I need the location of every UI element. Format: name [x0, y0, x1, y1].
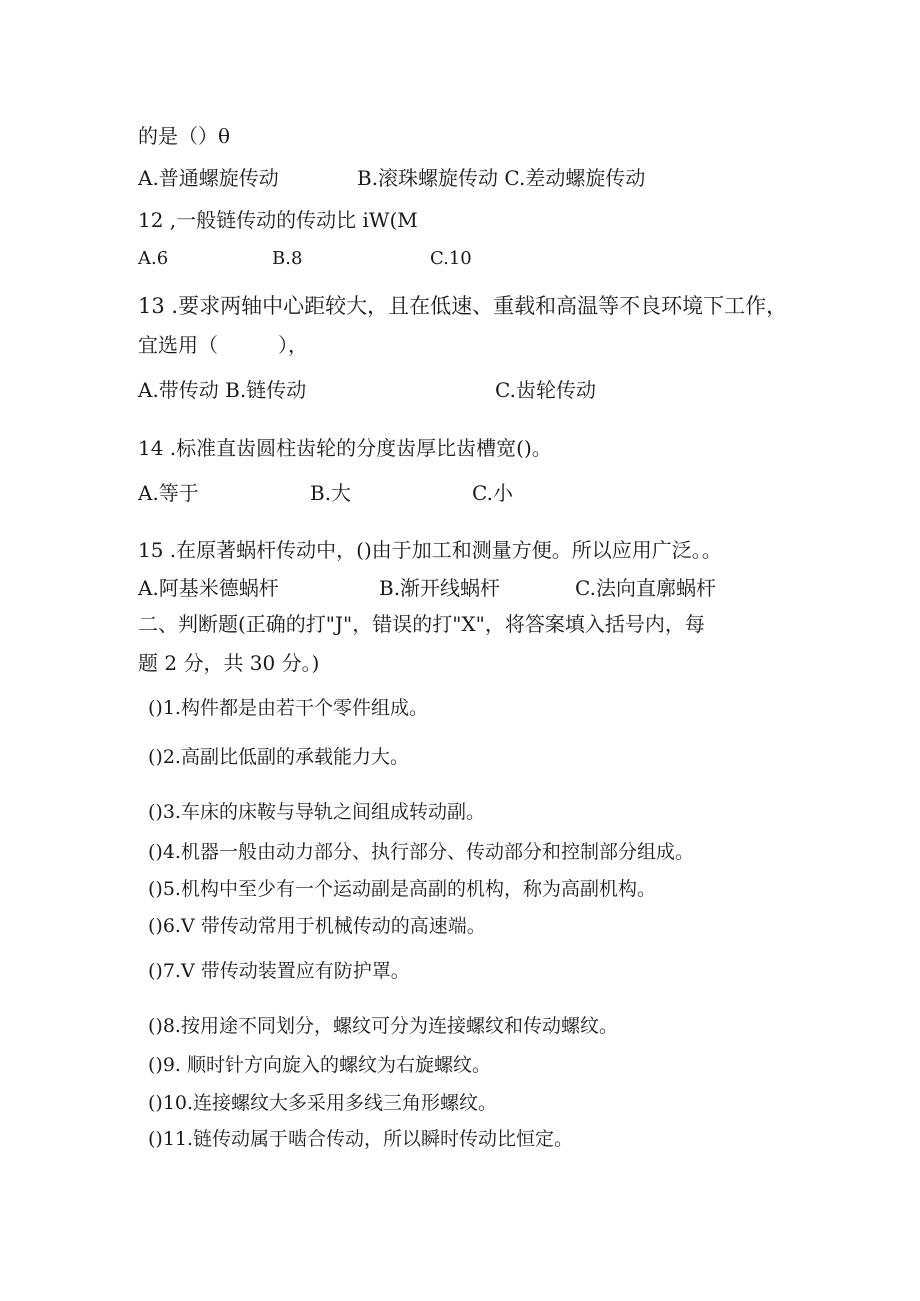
judge-item-7: ()7.V 带传动装置应有防护罩。	[148, 960, 410, 982]
judge-item-11: ()11.链传动属于啮合传动，所以瞬时传动比恒定。	[148, 1128, 574, 1150]
q13-option-ab: A.带传动 B.链传动	[138, 378, 307, 402]
judge-item-10: ()10.连接螺纹大多采用多线三角形螺纹。	[148, 1092, 498, 1114]
q11-option-a: A.普通螺旋传动	[138, 166, 279, 190]
q13-text-line2: 宜选用（ ），	[138, 333, 308, 357]
judge-item-9: ()9. 顺时针方向旋入的螺纹为右旋螺纹。	[148, 1054, 491, 1076]
q13-text-line1: 13 .要求两轴中心距较大，且在低速、重载和高温等不良环境下工作，	[138, 294, 788, 318]
judge-item-4: ()4.机器一般由动力部分、执行部分、传动部分和控制部分组成。	[148, 841, 694, 863]
q11-tail: 的是（）θ	[138, 124, 231, 148]
q13-option-c: C.齿轮传动	[495, 378, 596, 402]
q14-text: 14 .标准直齿圆柱齿轮的分度齿厚比齿槽宽()。	[138, 436, 552, 460]
q12-option-c: C.10	[430, 248, 472, 269]
judge-item-6: ()6.V 带传动常用于机械传动的高速端。	[148, 915, 486, 937]
judge-item-3: ()3.车床的床鞍与导轨之间组成转动副。	[148, 801, 485, 823]
judge-item-2: ()2.高副比低副的承载能力大。	[148, 746, 409, 768]
q11-option-bc: B.滚珠螺旋传动 C.差动螺旋传动	[357, 166, 646, 190]
judge-item-1: ()1.构件都是由若干个零件组成。	[148, 697, 428, 719]
q15-text: 15 .在原著蜗杆传动中，()由于加工和测量方便。所以应用广泛。。	[138, 538, 722, 562]
q12-text: 12 ,一般链传动的传动比 iW(M	[138, 208, 418, 232]
q15-option-c: C.法向直廓蜗杆	[575, 576, 716, 600]
q14-option-b: B.大	[310, 481, 352, 505]
section2-heading-line1: 二、判断题(正确的打"J"，错误的打"X"，将答案填入括号内，每	[138, 612, 705, 636]
section2-heading-line2: 题 2 分，共 30 分。)	[138, 651, 320, 675]
q15-option-a: A.阿基米德蜗杆	[138, 576, 279, 600]
q15-option-b: B.渐开线蜗杆	[379, 576, 501, 600]
judge-item-5: ()5.机构中至少有一个运动副是高副的机构，称为高副机构。	[148, 878, 656, 900]
q14-option-c: C.小	[472, 481, 513, 505]
q12-option-a: A.6	[138, 248, 169, 269]
judge-item-8: ()8.按用途不同划分，螺纹可分为连接螺纹和传动螺纹。	[148, 1015, 618, 1037]
q12-option-b: B.8	[272, 248, 303, 269]
q14-option-a: A.等于	[138, 481, 199, 505]
